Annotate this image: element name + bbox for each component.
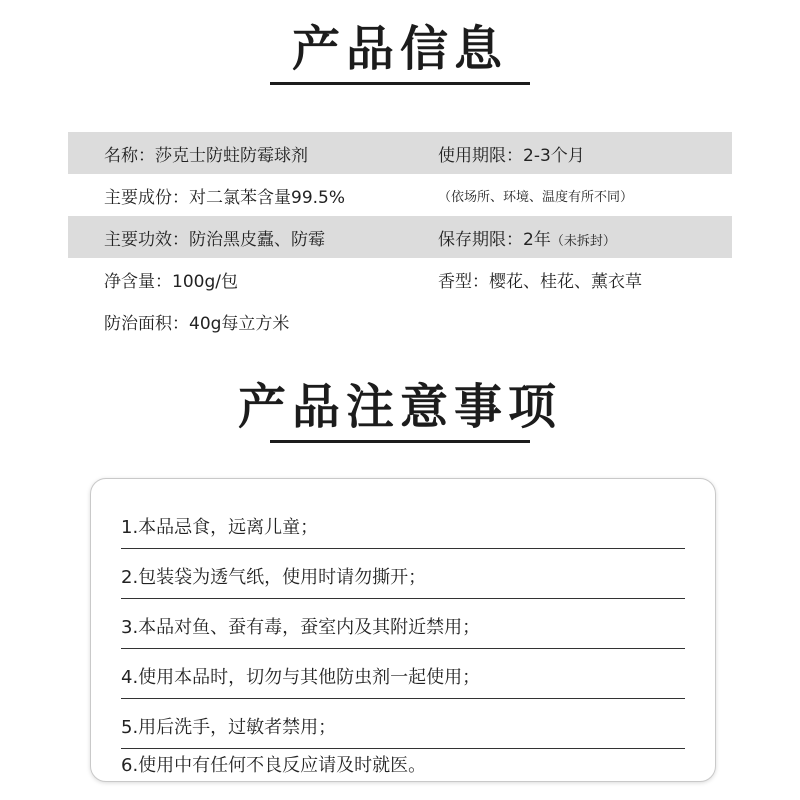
info-row — [68, 216, 732, 258]
info-coverage: 防治面积：40g每立方米 — [104, 313, 290, 334]
precautions-box — [90, 478, 716, 782]
precaution-item: 5.用后洗手，过敏者禁用； — [121, 699, 685, 749]
title-divider — [270, 440, 530, 443]
precaution-item: 2.包装袋为透气纸，使用时请勿撕开； — [121, 549, 685, 599]
info-usage-period: 使用期限：2-3个月 — [438, 145, 585, 166]
info-fragrance: 香型：樱花、桂花、薰衣草 — [438, 271, 642, 292]
info-row — [68, 300, 732, 342]
product-info-table — [68, 132, 732, 342]
shelf-life-note: （未拆封） — [550, 233, 616, 249]
info-row — [68, 174, 732, 216]
precaution-item: 4.使用本品时，切勿与其他防虫剂一起使用； — [121, 649, 685, 699]
precautions-title: 产品注意事项 — [237, 379, 562, 435]
info-usage-note: （依场所、环境、温度有所不同） — [438, 189, 634, 205]
precaution-item: 1.本品忌食，远离儿童； — [121, 499, 685, 549]
precaution-item: 3.本品对鱼、蚕有毒，蚕室内及其附近禁用； — [121, 599, 685, 649]
shelf-life-text: 保存期限：2年 — [438, 229, 551, 250]
info-row — [68, 258, 732, 300]
info-ingredient: 主要成份：对二氯苯含量99.5% — [104, 187, 346, 208]
precaution-item: 6.使用中有任何不良反应请及时就医。 — [121, 755, 427, 776]
info-function: 主要功效：防治黑皮蠹、防霉 — [104, 229, 325, 250]
info-row — [68, 132, 732, 174]
title-divider — [270, 82, 530, 85]
product-info-title: 产品信息 — [291, 21, 508, 77]
info-net-content: 净含量：100g/包 — [104, 271, 238, 292]
info-shelf-life — [438, 225, 732, 250]
info-name: 名称：莎克士防蛀防霉球剂 — [104, 145, 308, 166]
